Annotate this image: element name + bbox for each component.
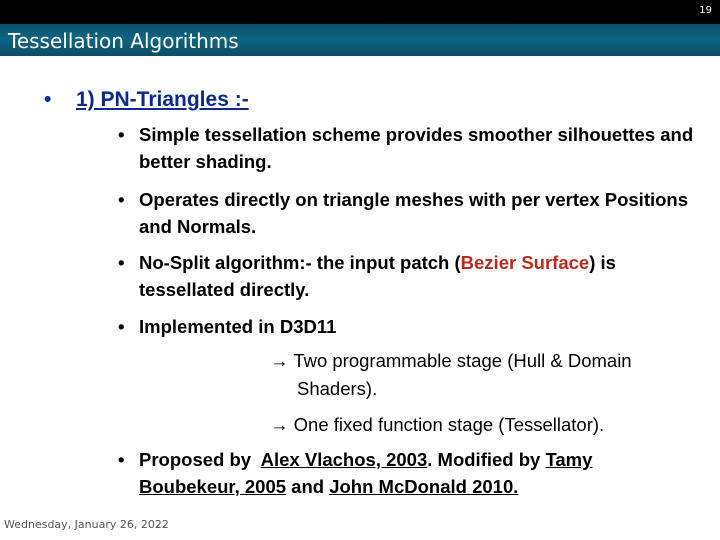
bullet-5-part1: Proposed by: [139, 449, 261, 470]
bullet-5: [118, 446, 698, 500]
bullet-3-pre: No-Split algorithm:- the input patch (: [139, 252, 461, 273]
bullet-dot: •: [118, 124, 125, 145]
bullet-5-text: [118, 446, 698, 500]
bullet-dot: •: [118, 252, 125, 273]
bullet-4: [118, 313, 698, 340]
bullet-dot: •: [118, 316, 125, 337]
heading-text: 1) PN-Triangles :-: [76, 88, 249, 111]
heading-bullet: [44, 88, 249, 112]
bullet-2-text: Operates directly on triangle meshes with per vertex Positions and Normals.: [139, 189, 689, 237]
sub-item-2: [270, 411, 604, 438]
citation-link-vlachos[interactable]: Alex Vlachos, 2003: [260, 449, 428, 470]
bullet-3: [118, 249, 698, 303]
sub-item-2-text: One fixed function stage (Tessellator).: [293, 414, 605, 435]
bullet-5-part2: . Modified by: [427, 449, 546, 470]
arrow-right-icon: →: [270, 350, 289, 371]
citation-link-boubekeur[interactable]: Tamy Boubekeur, 2005: [139, 449, 593, 497]
page-number: 19: [699, 5, 712, 16]
bullet-1-text: Simple tessellation scheme provides smoother silhouettes and better shading.: [139, 124, 694, 172]
bullet-2: [118, 186, 698, 240]
bullet-3-text: [118, 249, 698, 303]
arrow-right-icon: →: [270, 414, 289, 435]
bullet-dot: •: [44, 88, 52, 111]
sub-item-1: [270, 347, 632, 374]
sub-item-1-line2: Shaders).: [297, 378, 378, 399]
footer-date: Wednesday, January 26, 2022: [4, 518, 169, 531]
bullet-4-text: Implemented in D3D11: [139, 316, 337, 337]
bullet-1: [118, 121, 698, 175]
bezier-surface-highlight: Bezier Surface: [460, 252, 590, 273]
bullet-dot: •: [118, 449, 125, 470]
sub-item-1-line1: Two programmable stage (Hull & Domain: [293, 350, 632, 371]
bullet-dot: •: [118, 189, 125, 210]
sub-item-1-continued: [297, 375, 377, 402]
slide-title: Tessellation Algorithms: [8, 29, 239, 53]
bullet-5-part3: and: [286, 476, 330, 497]
bullet-3-post: ) is tessellated directly.: [139, 252, 616, 300]
citation-link-mcdonald[interactable]: John McDonald 2010.: [329, 476, 519, 497]
